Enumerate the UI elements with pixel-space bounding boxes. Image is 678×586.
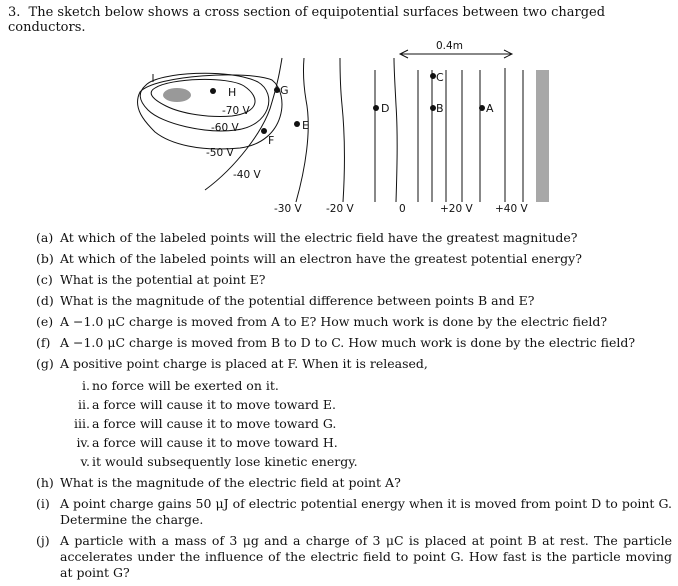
point-label-g: G	[280, 84, 289, 97]
choice-text: no force will be exerted on it.	[92, 378, 279, 393]
question-g	[36, 356, 672, 470]
contour-label-30v: -30 V	[274, 203, 302, 215]
choice-label: iv.	[76, 435, 90, 450]
question-text: A particle with a mass of 3 μg and a charge of 3 μC is placed at point B at rest. The particle accelerates under the influence of the electric field to point G. How fast is the particle moving at point G?	[60, 533, 672, 580]
problem-intro-text: The sketch below shows a cross section of equipotential surfaces between two charged conductors.	[8, 5, 606, 35]
point-f	[261, 128, 267, 134]
point-label-f: F	[268, 134, 275, 147]
choice-text: a force will cause it to move toward G.	[92, 416, 337, 431]
question-list	[36, 230, 672, 586]
contour-20v	[340, 58, 344, 202]
equipotential-figure	[0, 30, 678, 220]
question-label: (g)	[36, 356, 54, 371]
question-label: (e)	[36, 314, 54, 329]
problem-number: 3.	[8, 5, 21, 20]
right-conductor	[536, 70, 549, 202]
point-label-a: A	[486, 102, 494, 115]
choice-iv	[70, 435, 672, 451]
question-j	[36, 533, 672, 581]
contour-label-plus40v: +40 V	[495, 203, 528, 215]
contour-label-plus20v: +20 V	[440, 203, 473, 215]
question-b	[36, 251, 672, 267]
scale-label: 0.4m	[436, 40, 463, 52]
choice-label: ii.	[78, 397, 90, 412]
question-label: (a)	[36, 230, 54, 245]
question-label: (f)	[36, 335, 51, 350]
question-text: A −1.0 μC charge is moved from B to D to C. How much work is done by the electric field?	[60, 335, 636, 350]
question-c	[36, 272, 672, 288]
question-label: (d)	[36, 293, 54, 308]
question-label: (i)	[36, 496, 50, 511]
question-f	[36, 335, 672, 351]
contour-label-60v: -60 V	[211, 122, 239, 134]
question-text: What is the potential at point E?	[60, 272, 266, 287]
question-label: (j)	[36, 533, 50, 548]
choice-label: i.	[82, 378, 90, 393]
point-e	[294, 121, 300, 127]
question-label: (c)	[36, 272, 53, 287]
point-label-b: B	[436, 102, 444, 115]
question-i	[36, 496, 672, 528]
choice-ii	[70, 397, 672, 413]
point-h	[210, 88, 216, 94]
contour-label-40v: -40 V	[233, 169, 261, 181]
contour-0	[394, 58, 397, 202]
point-label-c: C	[436, 71, 444, 84]
question-h	[36, 475, 672, 491]
choice-list	[70, 378, 672, 470]
question-e	[36, 314, 672, 330]
contour-label-50v: -50 V	[206, 147, 234, 159]
point-label-h: H	[228, 86, 237, 99]
question-text: A −1.0 μC charge is moved from A to E? How much work is done by the electric field?	[60, 314, 608, 329]
question-text: A positive point charge is placed at F. When it is released,	[60, 356, 428, 371]
contour-label-0: 0	[399, 203, 406, 215]
choice-text: a force will cause it to move toward E.	[92, 397, 336, 412]
choice-iii	[70, 416, 672, 432]
question-label: (b)	[36, 251, 54, 266]
point-label-d: D	[381, 102, 390, 115]
question-text: At which of the labeled points will an electron have the greatest potential energy?	[60, 251, 582, 266]
point-d	[373, 105, 379, 111]
contour-label-20v: -20 V	[326, 203, 354, 215]
question-text: What is the magnitude of the potential difference between points B and E?	[60, 293, 535, 308]
point-label-e: E	[302, 119, 309, 132]
scale-arrow	[400, 40, 512, 58]
choice-label: iii.	[74, 416, 90, 431]
inner-conductor	[163, 88, 191, 102]
question-a	[36, 230, 672, 246]
question-text: A point charge gains 50 μJ of electric potential energy when it is moved from point D to point G. Determine the charge.	[60, 496, 672, 527]
point-a	[479, 105, 485, 111]
question-d	[36, 293, 672, 309]
choice-v	[70, 454, 672, 470]
choice-i	[70, 378, 672, 394]
choice-label: v.	[80, 454, 90, 469]
question-text: What is the magnitude of the electric field at point A?	[60, 475, 401, 490]
question-text: At which of the labeled points will the electric field have the greatest magnitude?	[60, 230, 578, 245]
question-label: (h)	[36, 475, 54, 490]
contour-label-70v: -70 V	[222, 105, 250, 117]
choice-text: it would subsequently lose kinetic energy.	[92, 454, 358, 469]
choice-text: a force will cause it to move toward H.	[92, 435, 338, 450]
